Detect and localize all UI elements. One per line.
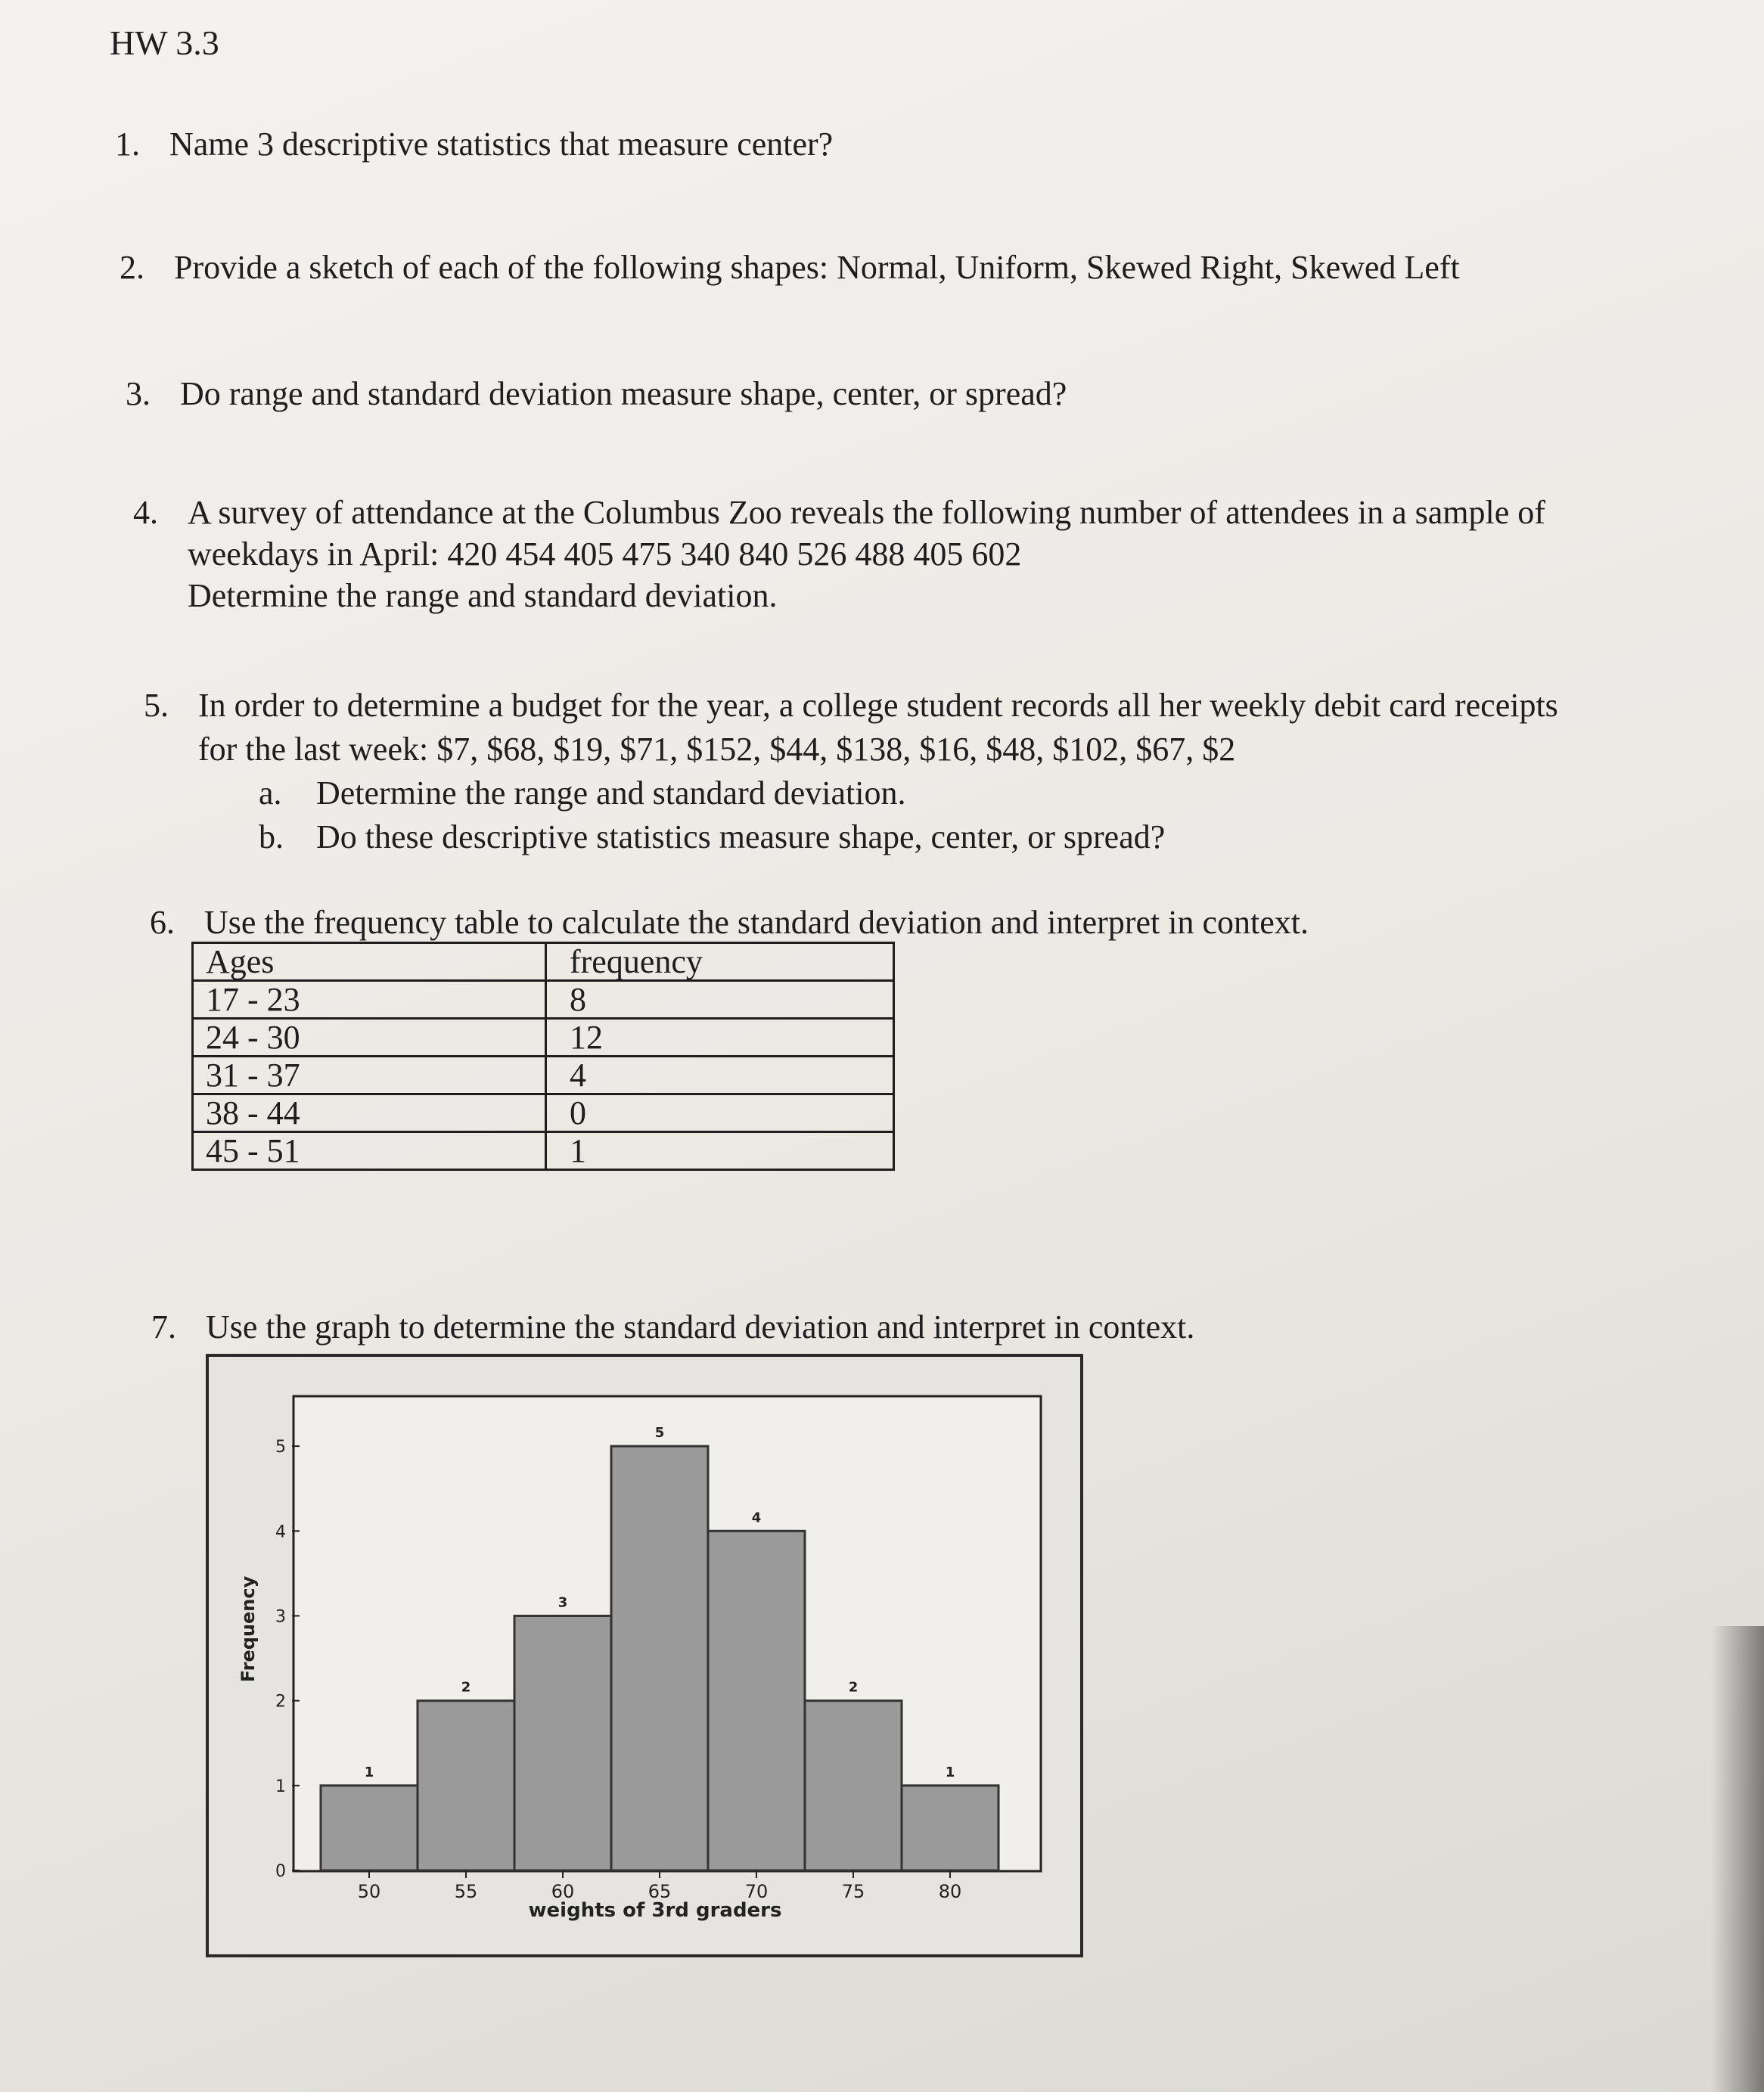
- question-text-line: Determine the range and standard deviation.: [188, 577, 778, 614]
- question-number: 1.: [115, 126, 140, 163]
- x-tick-label: 50: [357, 1881, 381, 1902]
- question-3: [126, 373, 1067, 414]
- x-axis-label: weights of 3rd graders: [528, 1899, 782, 1922]
- histogram-bar: [902, 1786, 998, 1870]
- question-text: In order to determine a budget for the year, a college student records all her weekly debit card receipts: [198, 687, 1558, 724]
- histogram-svg: [209, 1357, 1080, 1954]
- sub-question-text: Do these descriptive statistics measure shape, center, or spread?: [316, 818, 1166, 855]
- y-axis-label: Frequency: [238, 1575, 259, 1683]
- question-number: 6.: [150, 904, 175, 941]
- table-cell-ages: 31 - 37: [193, 1057, 546, 1094]
- sub-question-text: Determine the range and standard deviation.: [316, 774, 906, 812]
- histogram-bar: [611, 1446, 708, 1870]
- histogram-bar: [708, 1531, 805, 1870]
- table-cell-frequency: 4: [546, 1057, 894, 1094]
- bar-data-label: 2: [848, 1679, 859, 1696]
- frequency-table: [191, 942, 895, 1171]
- x-tick-label: 60: [551, 1881, 575, 1902]
- y-tick-label: 5: [275, 1438, 286, 1457]
- y-tick-label: 4: [275, 1522, 286, 1542]
- question-text: Name 3 descriptive statistics that measure center?: [169, 126, 834, 163]
- bar-data-label: 1: [364, 1764, 374, 1780]
- question-number: 5.: [144, 687, 169, 724]
- x-tick-label: 80: [938, 1881, 962, 1902]
- table-row: [193, 1094, 894, 1132]
- question-text: Provide a sketch of each of the following shapes: Normal, Uniform, Skewed Right, Skewed Left: [174, 249, 1460, 286]
- y-tick-label: 2: [275, 1692, 286, 1712]
- table-row: [193, 1057, 894, 1094]
- table-row: [193, 981, 894, 1019]
- table-cell-frequency: 12: [546, 1019, 894, 1057]
- y-tick-label: 3: [275, 1607, 286, 1627]
- question-number: 4.: [133, 494, 158, 531]
- question-7: [151, 1306, 1194, 1348]
- x-tick-label: 70: [744, 1881, 769, 1902]
- histogram-bar: [514, 1616, 611, 1870]
- question-4: [133, 492, 1545, 616]
- table-cell-frequency: 1: [546, 1132, 894, 1170]
- table-cell-ages: 17 - 23: [193, 981, 546, 1019]
- question-1: [115, 123, 833, 165]
- bar-data-label: 2: [461, 1679, 471, 1696]
- table-header-row: [193, 943, 894, 981]
- bar-data-label: 1: [945, 1764, 955, 1780]
- column-header-ages: Ages: [193, 943, 546, 981]
- question-number: 3.: [126, 375, 151, 412]
- y-tick-label: 0: [275, 1862, 286, 1881]
- sub-question-label: b.: [259, 818, 284, 855]
- x-tick-label: 55: [454, 1881, 478, 1902]
- table-row: [193, 1019, 894, 1057]
- table-cell-frequency: 0: [546, 1094, 894, 1132]
- bar-data-label: 4: [751, 1510, 762, 1526]
- table-row: [193, 1132, 894, 1170]
- x-tick-label: 65: [648, 1881, 672, 1902]
- column-header-frequency: frequency: [546, 943, 894, 981]
- sub-question-a: [144, 771, 1558, 815]
- x-tick-label: 75: [841, 1881, 865, 1902]
- histogram-bar: [418, 1701, 514, 1870]
- photo-shadow: [1711, 1626, 1764, 2092]
- question-text-line: for the last week: $7, $68, $19, $71, $152, $44, $138, $16, $48, $102, $67, $2: [198, 731, 1236, 768]
- table-cell-frequency: 8: [546, 981, 894, 1019]
- table-cell-ages: 45 - 51: [193, 1132, 546, 1170]
- question-text: Do range and standard deviation measure shape, center, or spread?: [180, 375, 1067, 412]
- question-6: [150, 902, 1309, 943]
- bar-data-label: 3: [557, 1594, 568, 1611]
- question-text-line: weekdays in April: 420 454 405 475 340 840 526 488 405 602: [188, 535, 1022, 573]
- y-tick-label: 1: [275, 1777, 286, 1796]
- question-2: [120, 247, 1460, 288]
- page-title: HW 3.3: [110, 23, 219, 62]
- question-number: 7.: [151, 1308, 176, 1346]
- question-text: Use the frequency table to calculate the standard deviation and interpret in context.: [204, 904, 1309, 941]
- table-cell-ages: 24 - 30: [193, 1019, 546, 1057]
- sub-question-b: [144, 815, 1558, 859]
- histogram-chart: [206, 1354, 1083, 1957]
- question-5: [144, 684, 1558, 859]
- histogram-bar: [805, 1701, 902, 1870]
- bar-data-label: 5: [654, 1425, 665, 1442]
- histogram-bar: [321, 1786, 418, 1870]
- sub-question-label: a.: [259, 774, 282, 812]
- question-number: 2.: [120, 249, 144, 286]
- table-cell-ages: 38 - 44: [193, 1094, 546, 1132]
- question-text: A survey of attendance at the Columbus Zoo reveals the following number of attendees in a sample of: [188, 494, 1545, 531]
- question-text: Use the graph to determine the standard deviation and interpret in context.: [206, 1308, 1195, 1346]
